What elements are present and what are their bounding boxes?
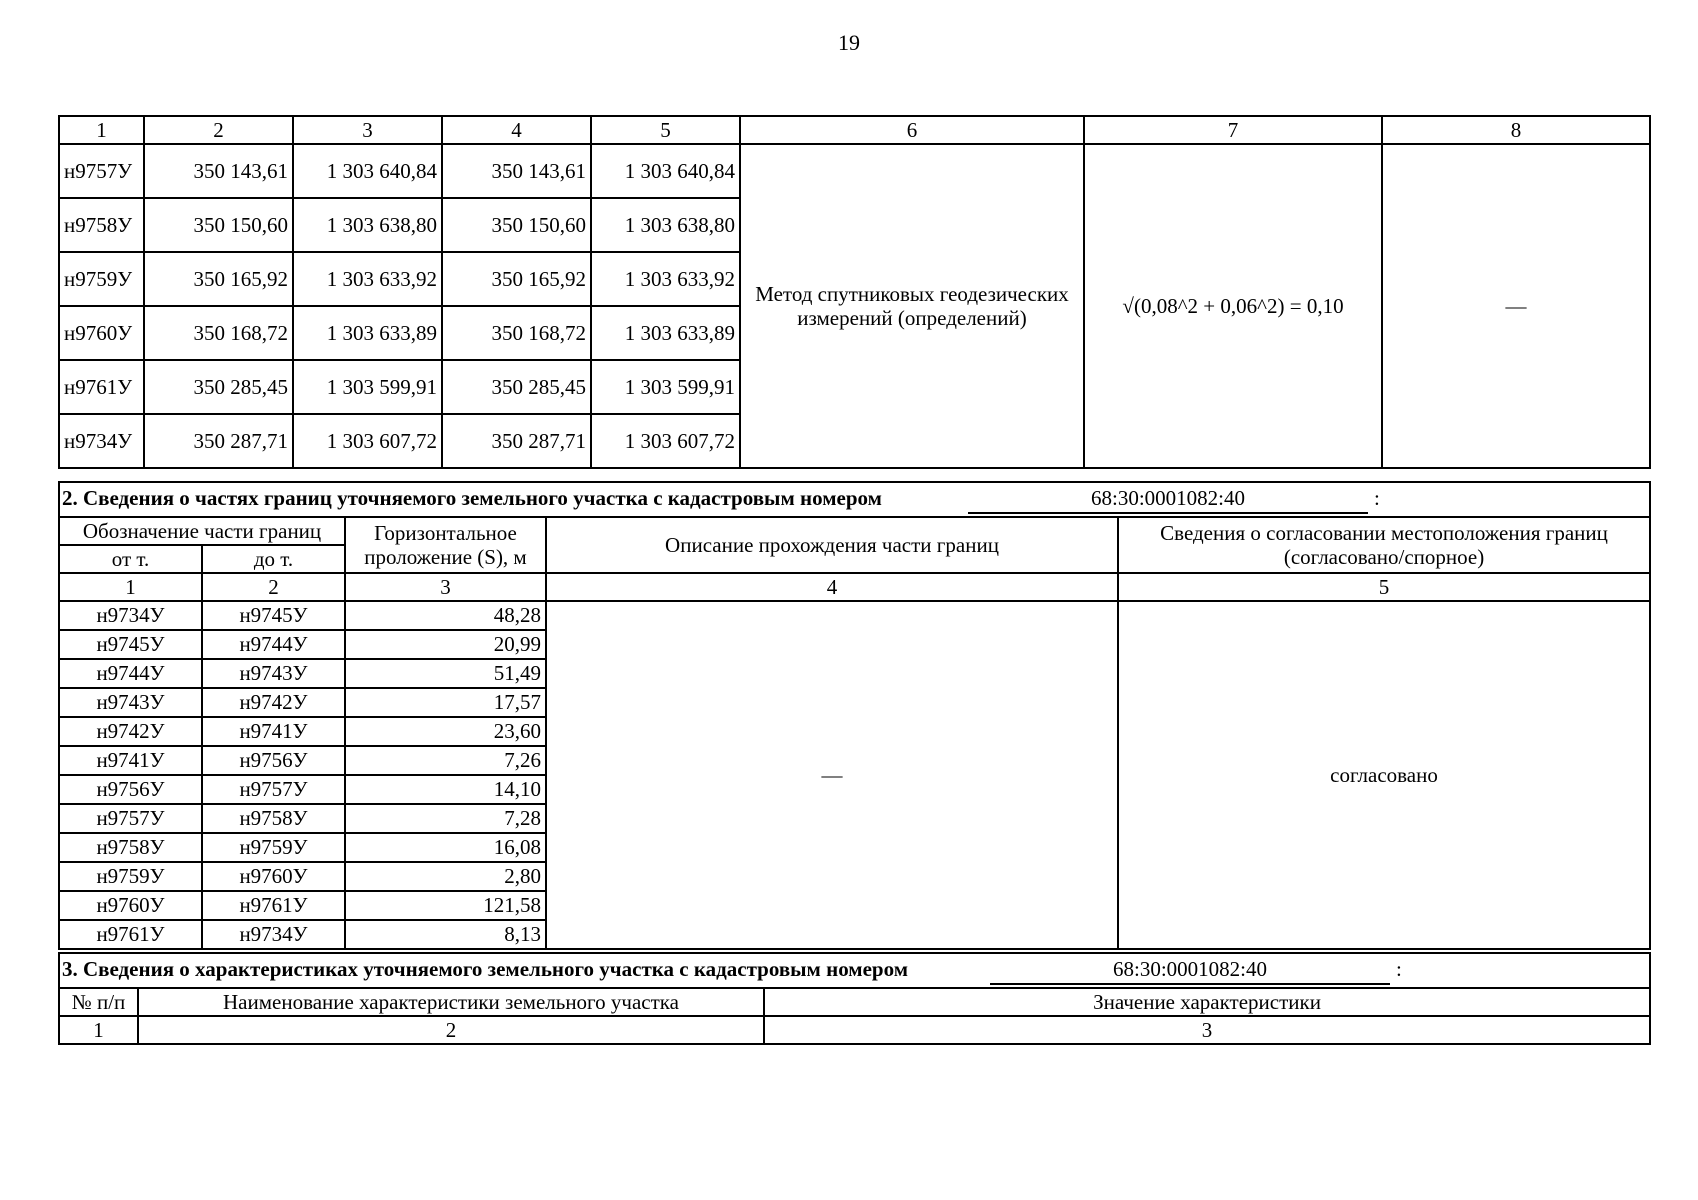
- coordinates-header-row: [59, 116, 1650, 144]
- to-point: н9756У: [202, 746, 345, 775]
- from-point: н9756У: [59, 775, 202, 804]
- from-point: н9758У: [59, 833, 202, 862]
- coord-x-old: 350 165,92: [144, 252, 293, 306]
- method-cell: Метод спутниковых геодезических измерений (определений): [740, 144, 1084, 468]
- point-label: н9734У: [59, 414, 144, 468]
- table-row: [59, 144, 1650, 198]
- column-number: 1: [59, 116, 144, 144]
- header-description: Описание прохождения части границ: [546, 517, 1118, 573]
- page-number: 19: [838, 30, 860, 55]
- header-boundary-part: Обозначение части границ: [59, 517, 345, 545]
- column-number: 4: [442, 116, 591, 144]
- description-cell: —: [546, 601, 1118, 949]
- header-agreement: Сведения о согласовании местоположения границ (согласовано/спорное): [1118, 517, 1650, 573]
- coord-x-new: 350 165,92: [442, 252, 591, 306]
- section-3-title: 3. Сведения о характеристиках уточняемого земельного участка с кадастровым номером: [62, 957, 909, 981]
- column-number: 2: [202, 573, 345, 601]
- horizontal-length: 51,49: [345, 659, 546, 688]
- coord-y-old: 1 303 640,84: [293, 144, 442, 198]
- column-number: 3: [293, 116, 442, 144]
- to-point: н9742У: [202, 688, 345, 717]
- from-point: н9757У: [59, 804, 202, 833]
- from-point: н9734У: [59, 601, 202, 630]
- from-point: н9760У: [59, 891, 202, 920]
- to-point: н9760У: [202, 862, 345, 891]
- to-point: н9759У: [202, 833, 345, 862]
- to-point: н9744У: [202, 630, 345, 659]
- coord-y-old: 1 303 607,72: [293, 414, 442, 468]
- point-label: н9758У: [59, 198, 144, 252]
- point-label: н9757У: [59, 144, 144, 198]
- coord-x-new: 350 143,61: [442, 144, 591, 198]
- from-point: н9759У: [59, 862, 202, 891]
- to-point: н9757У: [202, 775, 345, 804]
- from-point: н9741У: [59, 746, 202, 775]
- from-point: н9745У: [59, 630, 202, 659]
- from-point: н9742У: [59, 717, 202, 746]
- section-2-number-row: [59, 573, 1650, 601]
- column-number: 5: [1118, 573, 1650, 601]
- colon: :: [1396, 957, 1402, 981]
- horizontal-length: 7,28: [345, 804, 546, 833]
- colon: :: [1374, 486, 1380, 510]
- coord-x-old: 350 285,45: [144, 360, 293, 414]
- coord-y-old: 1 303 638,80: [293, 198, 442, 252]
- coord-y-new: 1 303 633,89: [591, 306, 740, 360]
- header-to-point: до т.: [202, 545, 345, 573]
- column-number: 1: [59, 1016, 138, 1044]
- point-label: н9760У: [59, 306, 144, 360]
- section-2-title-row: [59, 482, 1650, 517]
- column-number: 2: [144, 116, 293, 144]
- section-2-title: 2. Сведения о частях границ уточняемого земельного участка с кадастровым номером: [62, 486, 882, 510]
- point-label: н9759У: [59, 252, 144, 306]
- column-number: 8: [1382, 116, 1650, 144]
- characteristics-table: [58, 952, 1651, 1045]
- column-number: 1: [59, 573, 202, 601]
- to-point: н9743У: [202, 659, 345, 688]
- column-number: 5: [591, 116, 740, 144]
- header-characteristic-name: Наименование характеристики земельного участка: [138, 988, 764, 1016]
- horizontal-length: 17,57: [345, 688, 546, 717]
- coord-x-new: 350 285,45: [442, 360, 591, 414]
- coord-x-old: 350 143,61: [144, 144, 293, 198]
- to-point: н9745У: [202, 601, 345, 630]
- to-point: н9761У: [202, 891, 345, 920]
- section-2-header-row: [59, 517, 1650, 545]
- table-row: [59, 601, 1650, 630]
- coord-x-old: 350 287,71: [144, 414, 293, 468]
- horizontal-length: 48,28: [345, 601, 546, 630]
- horizontal-length: 121,58: [345, 891, 546, 920]
- coord-y-new: 1 303 607,72: [591, 414, 740, 468]
- column-number: 4: [546, 573, 1118, 601]
- column8-cell: —: [1382, 144, 1650, 468]
- coord-x-old: 350 168,72: [144, 306, 293, 360]
- from-point: н9743У: [59, 688, 202, 717]
- horizontal-length: 7,26: [345, 746, 546, 775]
- accuracy-cell: √(0,08^2 + 0,06^2) = 0,10: [1084, 144, 1382, 468]
- point-label: н9761У: [59, 360, 144, 414]
- coord-x-old: 350 150,60: [144, 198, 293, 252]
- coord-x-new: 350 168,72: [442, 306, 591, 360]
- cadastral-number: 68:30:0001082:40: [968, 486, 1368, 514]
- column-number: 3: [345, 573, 546, 601]
- coord-y-new: 1 303 599,91: [591, 360, 740, 414]
- column-number: 2: [138, 1016, 764, 1044]
- horizontal-length: 14,10: [345, 775, 546, 804]
- header-from-point: от т.: [59, 545, 202, 573]
- coord-x-new: 350 150,60: [442, 198, 591, 252]
- header-characteristic-value: Значение характеристики: [764, 988, 1650, 1016]
- horizontal-length: 16,08: [345, 833, 546, 862]
- column-number: 6: [740, 116, 1084, 144]
- horizontal-length: 20,99: [345, 630, 546, 659]
- section-3-title-row: [59, 953, 1650, 988]
- boundary-parts-table: [58, 481, 1651, 950]
- coord-y-new: 1 303 640,84: [591, 144, 740, 198]
- to-point: н9741У: [202, 717, 345, 746]
- horizontal-length: 8,13: [345, 920, 546, 949]
- section-3-number-row: [59, 1016, 1650, 1044]
- coord-y-new: 1 303 638,80: [591, 198, 740, 252]
- cadastral-number: 68:30:0001082:40: [990, 957, 1390, 985]
- coord-y-old: 1 303 599,91: [293, 360, 442, 414]
- to-point: н9734У: [202, 920, 345, 949]
- column-number: 7: [1084, 116, 1382, 144]
- agreement-cell: согласовано: [1118, 601, 1650, 949]
- header-horizontal-length: Горизонтальное проложение (S), м: [345, 517, 546, 573]
- column-number: 3: [764, 1016, 1650, 1044]
- from-point: н9761У: [59, 920, 202, 949]
- horizontal-length: 2,80: [345, 862, 546, 891]
- coord-y-new: 1 303 633,92: [591, 252, 740, 306]
- header-number: № п/п: [59, 988, 138, 1016]
- to-point: н9758У: [202, 804, 345, 833]
- coord-y-old: 1 303 633,89: [293, 306, 442, 360]
- coord-y-old: 1 303 633,92: [293, 252, 442, 306]
- coordinates-table: [58, 115, 1651, 469]
- horizontal-length: 23,60: [345, 717, 546, 746]
- section-3-header-row: [59, 988, 1650, 1016]
- from-point: н9744У: [59, 659, 202, 688]
- coord-x-new: 350 287,71: [442, 414, 591, 468]
